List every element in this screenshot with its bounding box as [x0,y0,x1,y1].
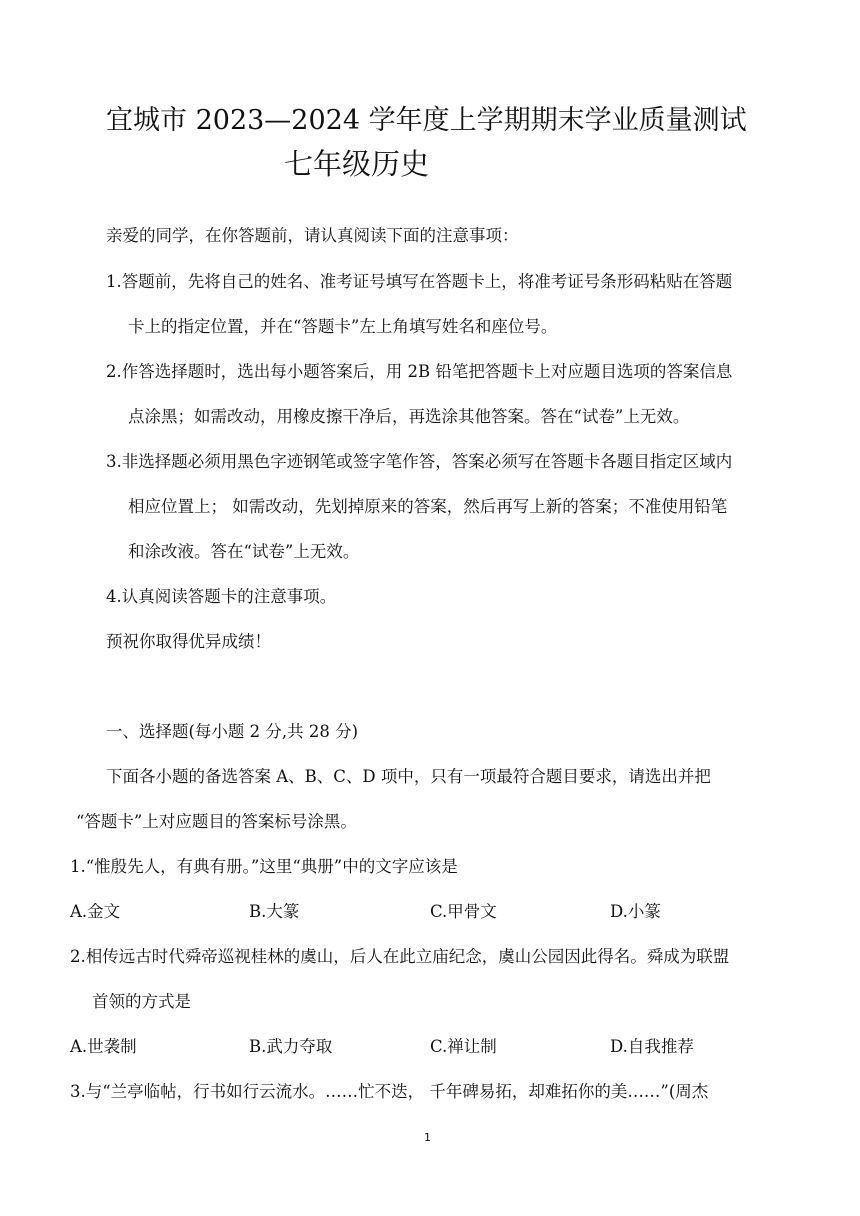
page-number: 1 [424,1131,431,1144]
section-instruction-line-2: “答题卡”上对应题目的答案标号涂黑。 [76,812,357,831]
question-1-option-d: D.小篆 [610,902,661,921]
section-instruction-line-1: 下面各小题的备选答案 A、B、C、D 项中，只有一项最符合题目要求，请选出并把 [106,767,711,786]
notice-item-2-line-1: 2.作答选择题时，选出每小题答案后，用 2B 铅笔把答题卡上对应题目选项的答案信息 [106,362,733,381]
question-1-option-c: C.甲骨文 [430,902,497,921]
question-2-option-b: B.武力夺取 [249,1037,333,1056]
notice-item-1-line-2: 卡上的指定位置，并在“答题卡”左上角填写姓名和座位号。 [128,317,558,336]
question-1-option-a: A.金文 [70,902,121,921]
notice-item-4-line-1: 4.认真阅读答题卡的注意事项。 [106,587,337,606]
exam-title: 宜城市 2023—2024 学年度上学期期末学业质量测试 [106,105,747,136]
question-2-stem-line-2: 首领的方式是 [92,992,191,1011]
exam-subject: 七年级历史 [284,147,430,181]
question-2-option-d: D.自我推荐 [610,1037,694,1056]
notice-item-3-line-3: 和涂改液。答在“试卷”上无效。 [128,542,360,561]
notice-item-3-line-1: 3.非选择题必须用黑色字迹钢笔或签字笔作答，答案必须写在答题卡各题目指定区域内 [106,452,733,471]
notice-item-2-line-2: 点涂黑；如需改动，用橡皮擦干净后，再选涂其他答案。答在“试卷”上无效。 [128,407,690,426]
notice-wish: 预祝你取得优异成绩！ [106,632,271,651]
notice-item-3-line-2: 相应位置上； 如需改动，先划掉原来的答案，然后再写上新的答案；不准使用铅笔 [128,497,728,516]
question-1-stem: 1.“惟殷先人，有典有册。”这里“典册”中的文字应该是 [70,857,458,876]
question-1-option-b: B.大篆 [249,902,300,921]
question-3-stem-line-1: 3.与“兰亭临帖，行书如行云流水。……忙不迭， 千年碑易拓，却难拓你的美……”(周杰 [70,1082,709,1101]
question-2-stem-line-1: 2.相传远古时代舜帝巡视桂林的虞山，后人在此立庙纪念，虞山公园因此得名。舜成为联盟 [70,947,730,966]
section-heading: 一、选择题(每小题 2 分,共 28 分) [106,722,359,741]
question-2-option-c: C.禅让制 [430,1037,497,1056]
notice-intro: 亲爱的同学，在你答题前，请认真阅读下面的注意事项： [106,226,519,245]
notice-item-1-line-1: 1.答题前，先将自己的姓名、准考证号填写在答题卡上，将准考证号条形码粘贴在答题 [106,272,733,291]
question-2-option-a: A.世袭制 [70,1037,137,1056]
